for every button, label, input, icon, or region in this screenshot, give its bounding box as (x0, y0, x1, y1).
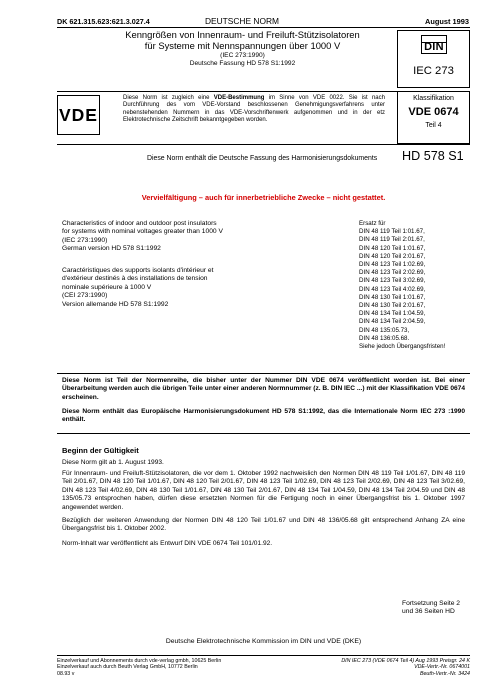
english-line: German version HD 578 S1:1992 (62, 245, 161, 253)
footer-left-3: 08.93 v (57, 670, 75, 677)
ersatz-label: Ersatz für (359, 220, 386, 227)
ersatz-item: DIN 48 119 Teil 2:01.67, (359, 236, 425, 244)
din-logo (421, 35, 447, 54)
entwurf-paragraph: Norm-Inhalt war veröffentlicht als Entwurf DIN VDE 0674 Teil 101/01.92. (62, 540, 273, 547)
ersatz-footer: Siehe jedoch Übergangsfristen! (359, 343, 446, 351)
title-line-1: Kenngrößen von Innenraum- und Freiluft-Stützisolatoren (125, 29, 360, 40)
ersatz-item: DIN 48 134 Teil 2:04.59, (359, 318, 426, 326)
fortsetzung-line-1: Fortsetzung Seite 2 (402, 600, 460, 607)
harmonisierung-paragraph: Diese Norm enthält das Europäische Harmonisierungsdokument HD 578 S1:1992, das die Internationale Norm IEC 273 :1990 enthält. (62, 408, 465, 424)
ersatz-item: DIN 48 120 Teil 2:01.67, (359, 252, 426, 260)
vde-logo: VDE (59, 105, 98, 125)
french-line: Caractéristiques des supports isolants d'intérieur et (62, 267, 214, 274)
english-line: for systems with nominal voltages greater than 1000 V (62, 228, 223, 236)
header-rule (57, 27, 470, 28)
klassifikation-number: VDE 0674 (408, 106, 459, 118)
ersatz-item: DIN 48 120 Teil 1:01.67, (359, 244, 426, 252)
iec-number: IEC 273 (413, 65, 454, 77)
anwendung-paragraph: Bezüglich der weiteren Anwendung der Normen DIN 48 120 Teil 1/01.67 und DIN 48 136/05.68 gilt entsprechend Anhang ZA eine Übergangsfrist bis 1. Oktober 2002. (62, 517, 465, 533)
english-line: Characteristics of indoor and outdoor post insulators (62, 220, 217, 227)
ersatz-list (359, 220, 471, 351)
footer-left-1: Einzelverkauf und Abonnements durch vde-verlag gmbh, 10625 Berlin (57, 658, 222, 664)
vde-logo-box (57, 95, 100, 135)
vde-determination-note (123, 95, 385, 124)
vde-note-part-3: im Sinne von VDE 0022. Sie ist nach Durchführung des vom VDE-Vorstand beschlossenen Genehmigungsverfahrens unter nebenstehenden Nummern in das VDE-Vorschriftenwerk aufgenommen und in der etz Elektrotechnische Zeitschrift bekanntgegeben worden. (123, 95, 385, 123)
footer-right-1: DIN IEC 273 (VDE 0674 Teil 4) Aug 1993 Preisgr. 24 K (341, 658, 470, 664)
footer-right (341, 658, 470, 677)
vde-note-part-1: Diese Norm ist zugleich eine (123, 95, 214, 101)
document-subtitle (100, 52, 385, 67)
title-line-2: für Systeme mit Nennspannungen über 1000 V (144, 39, 341, 51)
french-line: (CEI 273:1990) (62, 292, 108, 300)
footer-left (57, 658, 221, 677)
footer-left-2: Einzelverkauf auch durch Beuth Verlag GmbH, 10772 Berlin (57, 664, 198, 671)
issue-date: August 1993 (425, 17, 469, 26)
dke-commission: Deutsche Elektrotechnische Kommission im DIN und VDE (DKE) (165, 638, 362, 645)
ersatz-item: DIN 48 134 Teil 1:04.59, (359, 310, 426, 318)
ersatz-item: DIN 48 123 Teil 4:02.69, (359, 285, 426, 293)
ersatz-item: DIN 48 130 Teil 1:01.67, (359, 293, 426, 301)
footer-right-3: Beuth-Vertr.-Nr. 3424 (419, 670, 470, 677)
uebergangsfrist-paragraph: Für Innenraum- und Freiluft-Stützisolatoren, die vor dem 1. Oktober 1992 nachweislich den Normen DIN 48 119 Teil 1/01.67, DIN 48 119 Teil 2/01.67, DIN 48 120 Teil 1/01.67, DIN 48 120 Teil 2/01.67, DIN 48 123 Teil 1/02.69, DIN 48 123 Teil 2/02.69, DIN 48 123 Teil 3/02.69, DIN 48 123 Teil 4/02.69, DIN 48 130 Teil 1/01.67, DIN 48 130 Teil 2/01.67, DIN 48 134 Teil 1/04.59, DIN 48 134 Teil 2/04.59 und DIN 48 135/05.73 entsprochen haben, dürfen diese ersetzten Normen für die Fertigung noch in einer Übergangsfrist bis 1. Oktober 1997 angewendet werden. (62, 470, 465, 511)
section-rule-2 (57, 433, 470, 434)
french-line: Version allemande HD 578 S1:1992 (62, 300, 169, 308)
harmonisation-text: Diese Norm enthält die Deutsche Fassung des Harmonisierungsdokuments (147, 155, 378, 162)
ersatz-item: DIN 48 119 Teil 1:01.67, (359, 228, 425, 236)
vde-bottom-rule (57, 144, 470, 145)
ersatz-item: DIN 48 123 Teil 2:02.69, (359, 269, 426, 277)
klassifikation-box (397, 91, 470, 144)
beginn-date: Diese Norm gilt ab 1. August 1993. (62, 459, 164, 466)
ersatz-item: DIN 48 130 Teil 2:01.67, (359, 302, 426, 310)
title-line-4: Deutsche Fassung HD 578 S1:1992 (189, 59, 296, 67)
ersatz-item: DIN 48 136:05.68. (359, 334, 410, 342)
french-line: d'extérieur destinés à des installations de tension (62, 275, 208, 283)
section-rule (57, 373, 470, 374)
fortsetzung (402, 600, 460, 617)
klassifikation-teil: Teil 4 (425, 122, 442, 129)
title-line-3: (IEC 273:1990) (220, 52, 265, 59)
english-line: (IEC 273:1990) (62, 236, 108, 244)
french-title (62, 267, 302, 309)
din-logo-text: DIN (424, 41, 444, 53)
beginn-heading: Beginn der Gültigkeit (62, 446, 139, 455)
footer-right-2: VDE-Vertr.-Nr. 0674001 (414, 664, 470, 671)
footer-rule (57, 655, 470, 656)
fortsetzung-line-2: und 36 Seiten HD (402, 608, 455, 616)
copy-notice: Vervielfältigung – auch für innerbetriebliche Zwecke – nicht gestattet. (141, 193, 386, 202)
document-title (100, 30, 385, 51)
klassifikation-label: Klassifikation (413, 95, 454, 102)
normenreihe-paragraph: Diese Norm ist Teil der Normenreihe, die bisher unter der Nummer DIN VDE 0674 veröffentlicht worden ist. Bei einer Überarbeitung werden auch die übrigen Teile unter einer anderen Normnummer (z. B. DIN IEC ...) mit der Klassifikation VDE 0674 erscheinen. (62, 377, 465, 401)
french-line: nominale supérieure à 1000 V (62, 283, 152, 291)
din-box (397, 30, 470, 88)
ersatz-item: DIN 48 123 Teil 1:02.69, (359, 261, 426, 269)
hd-number: HD 578 S1 (402, 149, 464, 163)
english-title (62, 220, 302, 254)
ersatz-item: DIN 48 135:05.73, (359, 326, 410, 334)
dk-number: DK 621.315.623:621.3.027.4 (57, 17, 150, 26)
deutsche-norm-label: DEUTSCHE NORM (205, 16, 279, 26)
ersatz-item: DIN 48 123 Teil 3:02.69, (359, 277, 426, 285)
vde-note-bold: VDE-Bestimmung (213, 95, 265, 101)
